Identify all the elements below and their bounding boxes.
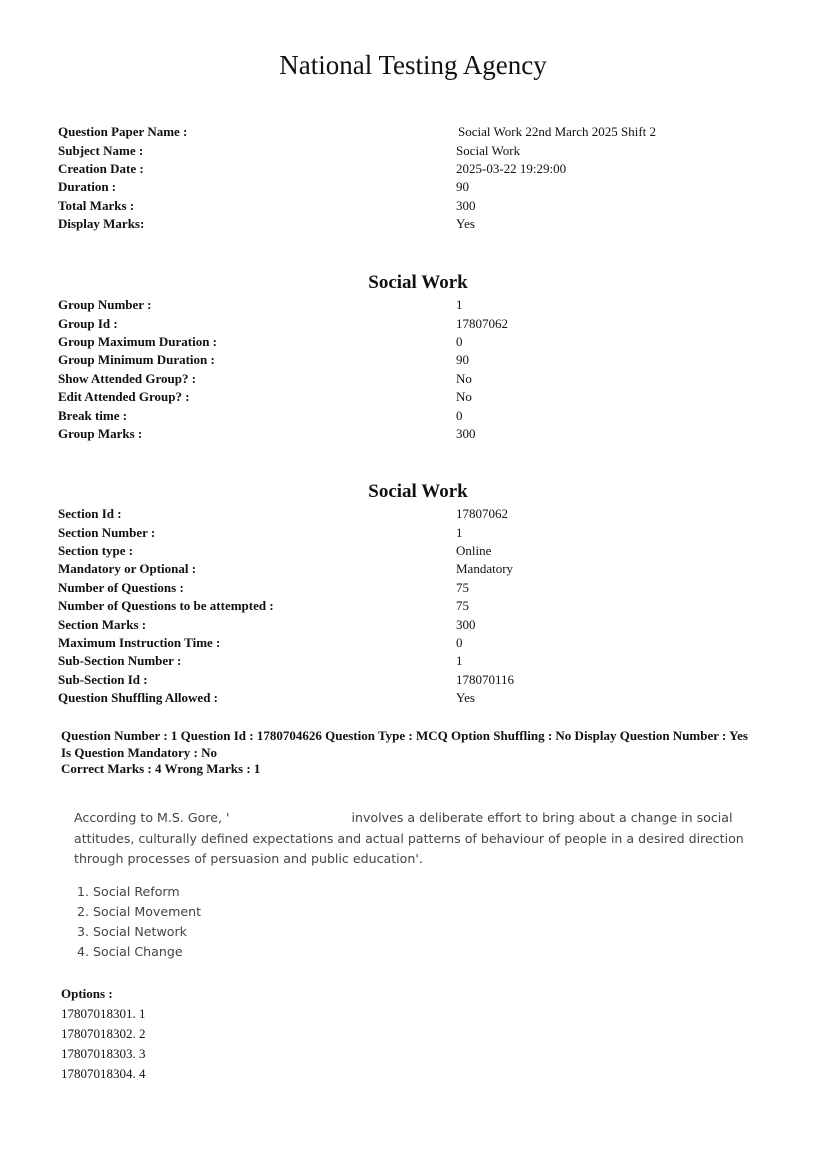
- group-info-value: 1: [456, 297, 463, 313]
- option-item: 17807018302. 2: [61, 1026, 146, 1041]
- options-label: Options :: [61, 986, 113, 1001]
- section-info-row: [58, 523, 778, 541]
- question-meta-line: Question Number : 1 Question Id : 1780704626 Question Type : MCQ Option Shuffling : No Display Question Number : Yes: [61, 728, 748, 743]
- paper-info-row: [58, 160, 778, 178]
- paper-info-value: 2025-03-22 19:29:00: [456, 160, 567, 176]
- group-info-value: 17807062: [456, 315, 508, 331]
- group-info-row: [58, 314, 778, 332]
- section-info-key: Number of Questions :: [58, 579, 184, 595]
- group-info-row: [58, 425, 778, 443]
- choice-item: 4. Social Change: [77, 944, 183, 959]
- section-info-value: 0: [456, 634, 463, 650]
- section-info-value: Yes: [456, 690, 475, 706]
- question-text-end: involves a deliberate effort to bring about a change in social attitudes, culturally defined expectations and actual patterns of behaviour of people in a desired direction through processes of persuasion and public education'.: [74, 810, 744, 866]
- section-info-row: [58, 597, 778, 615]
- section-info-row: [58, 560, 778, 578]
- choice-item: 3. Social Network: [77, 924, 187, 939]
- group-info-value: 0: [456, 333, 463, 349]
- group-info-row: [58, 388, 778, 406]
- section-info-key: Maximum Instruction Time :: [58, 634, 221, 650]
- section-info-row: [58, 634, 778, 652]
- section-info-row: [58, 671, 778, 689]
- section-info-key: Section Number :: [58, 524, 156, 540]
- group-info-key: Group Marks :: [58, 425, 143, 441]
- group-info-key: Show Attended Group? :: [58, 370, 197, 386]
- section-info-row: [58, 689, 778, 707]
- section-info-row: [58, 505, 778, 523]
- section-info-value: 1: [456, 653, 463, 669]
- question-text-start: According to M.S. Gore, ': [74, 810, 230, 825]
- paper-info-value: Social Work 22nd March 2025 Shift 2: [458, 124, 657, 140]
- paper-info-row: [58, 178, 778, 196]
- paper-info-row: [58, 197, 778, 215]
- section-info-row: [58, 652, 778, 670]
- paper-info-key: Display Marks:: [58, 216, 145, 232]
- question-marks-line: Correct Marks : 4 Wrong Marks : 1: [61, 761, 261, 776]
- paper-info-key: Duration :: [58, 179, 117, 195]
- paper-info-value: 300: [456, 197, 476, 213]
- section-info-key: Section Id :: [58, 506, 122, 522]
- option-item: 17807018301. 1: [61, 1006, 146, 1021]
- section-info-key: Section Marks :: [58, 616, 147, 632]
- section-info-key: Question Shuffling Allowed :: [58, 690, 219, 706]
- paper-info-value: 90: [456, 179, 469, 195]
- question-text: [74, 808, 774, 870]
- paper-info-row: [58, 141, 778, 159]
- group-info-row: [58, 351, 778, 369]
- group-info-value: 0: [456, 407, 463, 423]
- section-info-value: 178070116: [456, 671, 515, 687]
- group-info-row: [58, 370, 778, 388]
- section-info-key: Sub-Section Id :: [58, 671, 148, 687]
- option-item: 17807018304. 4: [61, 1066, 146, 1081]
- group-info-row: [58, 296, 778, 314]
- section-info-value: 75: [456, 579, 469, 595]
- paper-info-value: Social Work: [456, 142, 521, 158]
- section-info-key: Sub-Section Number :: [58, 653, 182, 669]
- question-mandatory-line: Is Question Mandatory : No: [61, 744, 218, 760]
- group-info-row: [58, 333, 778, 351]
- group-heading: Social Work: [368, 272, 468, 293]
- section-info-value: 17807062: [456, 506, 508, 522]
- paper-info-key: Question Paper Name :: [58, 124, 188, 140]
- paper-info-key: Creation Date :: [58, 160, 144, 176]
- paper-info-row: [58, 215, 778, 233]
- paper-info-key: Subject Name :: [58, 142, 144, 158]
- paper-info-value: Yes: [456, 216, 475, 232]
- choice-item: 2. Social Movement: [77, 904, 202, 919]
- paper-info-row: [58, 123, 778, 141]
- question-header: [61, 728, 781, 778]
- section-heading: Social Work: [368, 481, 468, 502]
- options-list: [61, 1004, 146, 1084]
- group-info-value: No: [456, 370, 472, 386]
- page-title: National Testing Agency: [279, 50, 547, 80]
- group-info-value: 90: [456, 352, 469, 368]
- section-info-value: 75: [456, 598, 469, 614]
- group-info-value: No: [456, 389, 472, 405]
- section-info-row: [58, 615, 778, 633]
- section-info-value: Online: [456, 542, 492, 558]
- paper-info-key: Total Marks :: [58, 197, 135, 213]
- section-info-key: Section type :: [58, 542, 134, 558]
- group-info-key: Group Minimum Duration :: [58, 352, 215, 368]
- section-info-table: [58, 505, 778, 707]
- section-info-row: [58, 579, 778, 597]
- group-info-key: Break time :: [58, 407, 128, 423]
- section-info-key: Number of Questions to be attempted :: [58, 598, 274, 614]
- section-info-value: Mandatory: [456, 561, 514, 577]
- group-info-key: Edit Attended Group? :: [58, 389, 190, 405]
- group-info-row: [58, 406, 778, 424]
- choice-item: 1. Social Reform: [77, 884, 180, 899]
- group-info-key: Group Id :: [58, 315, 118, 331]
- section-info-value: 1: [456, 524, 463, 540]
- choice-list: [77, 882, 201, 962]
- group-info-value: 300: [456, 425, 476, 441]
- group-info-key: Group Number :: [58, 297, 152, 313]
- group-info-key: Group Maximum Duration :: [58, 333, 218, 349]
- section-info-value: 300: [456, 616, 476, 632]
- paper-info-table: [58, 123, 778, 233]
- section-info-key: Mandatory or Optional :: [58, 561, 197, 577]
- option-item: 17807018303. 3: [61, 1046, 146, 1061]
- section-info-row: [58, 542, 778, 560]
- group-info-table: [58, 296, 778, 443]
